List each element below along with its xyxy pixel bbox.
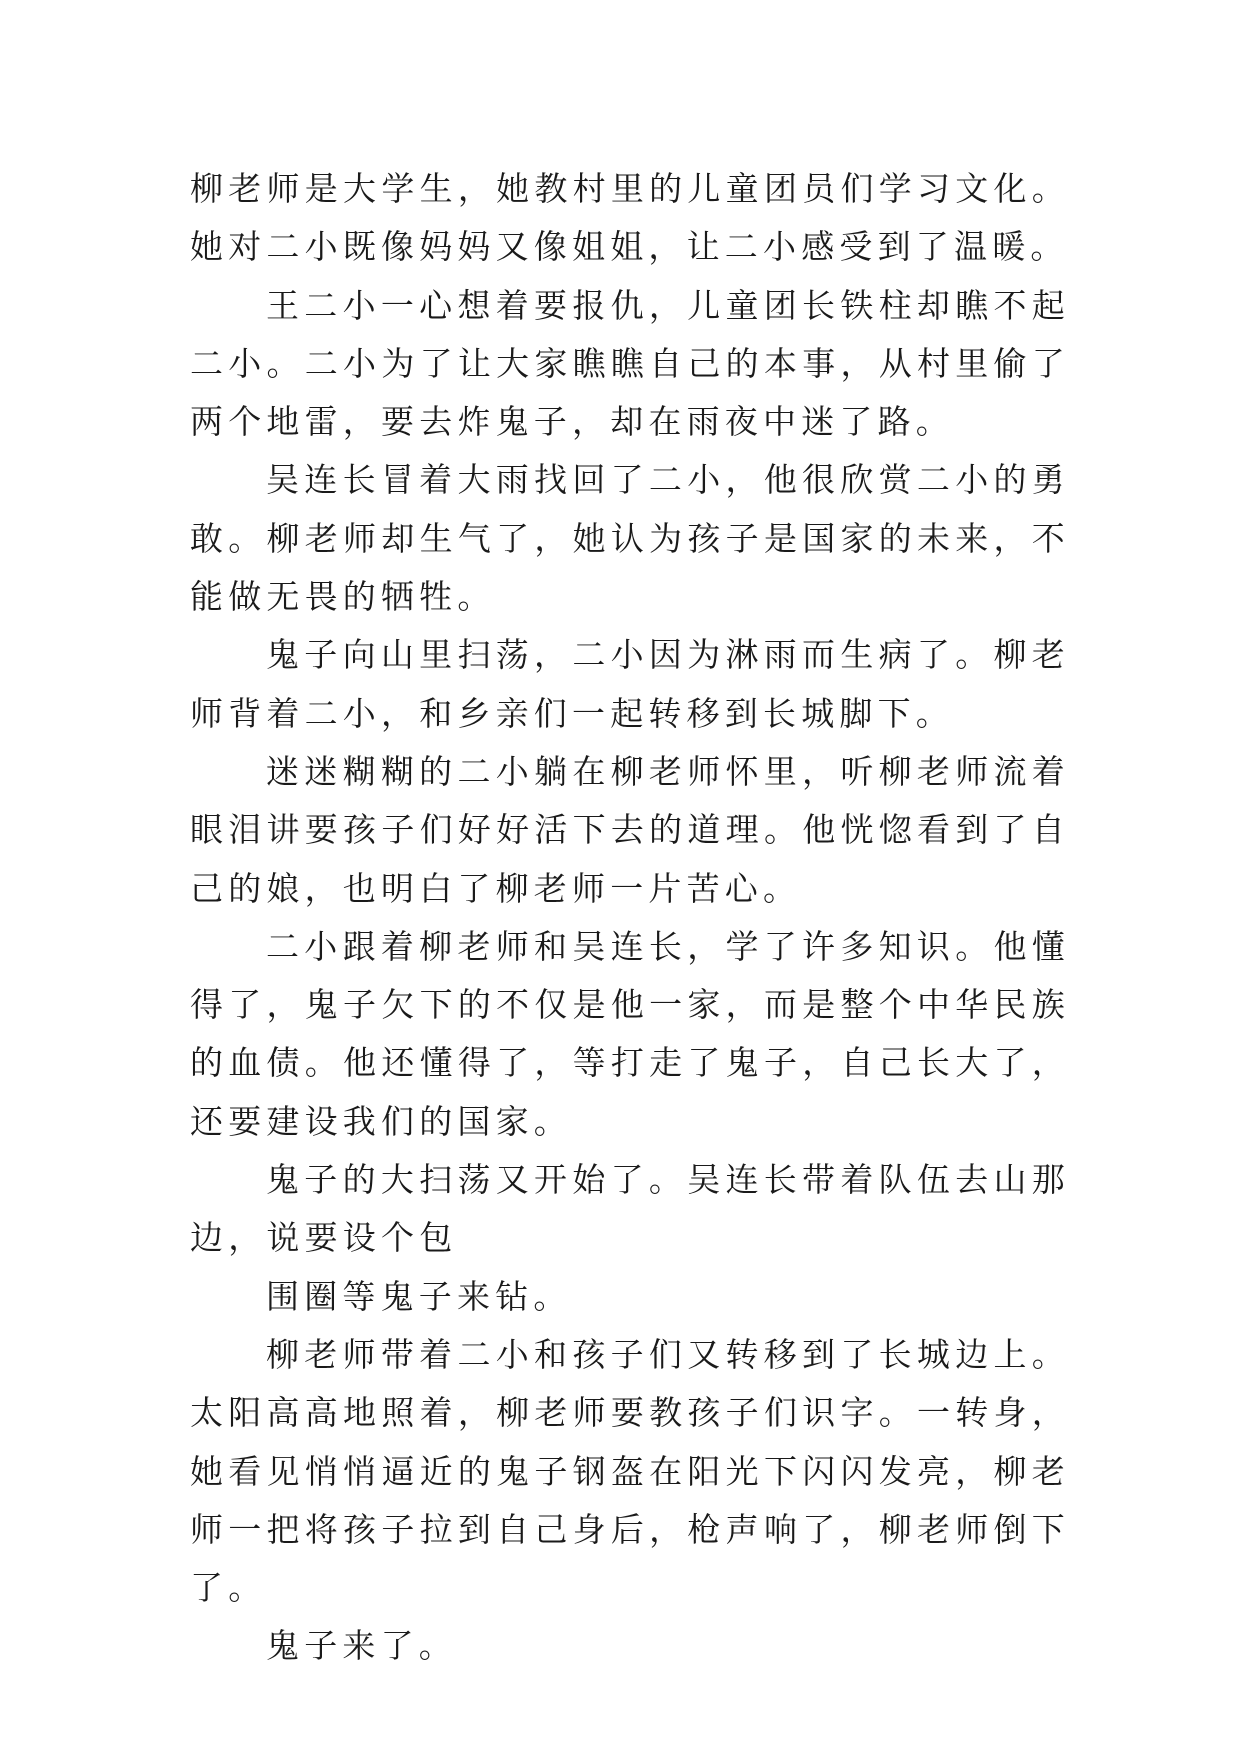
document-body (190, 160, 1070, 1676)
paragraph-1: 柳老师是大学生，她教村里的儿童团员们学习文化。她对二小既像妈妈又像姐姐，让二小感受到了温暖。 (190, 169, 1070, 267)
paragraph-4: 鬼子向山里扫荡，二小因为淋雨而生病了。柳老师背着二小，和乡亲们一起转移到长城脚下。 (190, 635, 1070, 733)
paragraph-2: 王二小一心想着要报仇，儿童团长铁柱却瞧不起二小。二小为了让大家瞧瞧自己的本事，从村里偷了两个地雷，要去炸鬼子，却在雨夜中迷了路。 (190, 285, 1070, 442)
paragraph-9: 柳老师带着二小和孩子们又转移到了长城边上。太阳高高地照着，柳老师要教孩子们识字。一转身，她看见悄悄逼近的鬼子钢盔在阳光下闪闪发亮，柳老师一把将孩子拉到自己身后，枪声响了，柳老师倒下了。 (190, 1334, 1070, 1608)
paragraph-5: 迷迷糊糊的二小躺在柳老师怀里，听柳老师流着眼泪讲要孩子们好好活下去的道理。他恍惚看到了自己的娘，也明白了柳老师一片苦心。 (190, 751, 1070, 908)
paragraph-8: 围圈等鬼子来钻。 (266, 1276, 572, 1316)
paragraph-7: 鬼子的大扫荡又开始了。吴连长带着队伍去山那边，说要设个包 (190, 1160, 1070, 1258)
paragraph-6: 二小跟着柳老师和吴连长，学了许多知识。他懂得了，鬼子欠下的不仅是他一家，而是整个中华民族的血债。他还懂得了，等打走了鬼子，自己长大了，还要建设我们的国家。 (190, 926, 1070, 1141)
paragraph-10: 鬼子来了。 (266, 1626, 457, 1666)
paragraph-3: 吴连长冒着大雨找回了二小，他很欣赏二小的勇敢。柳老师却生气了，她认为孩子是国家的未来，不能做无畏的牺牲。 (190, 460, 1070, 617)
